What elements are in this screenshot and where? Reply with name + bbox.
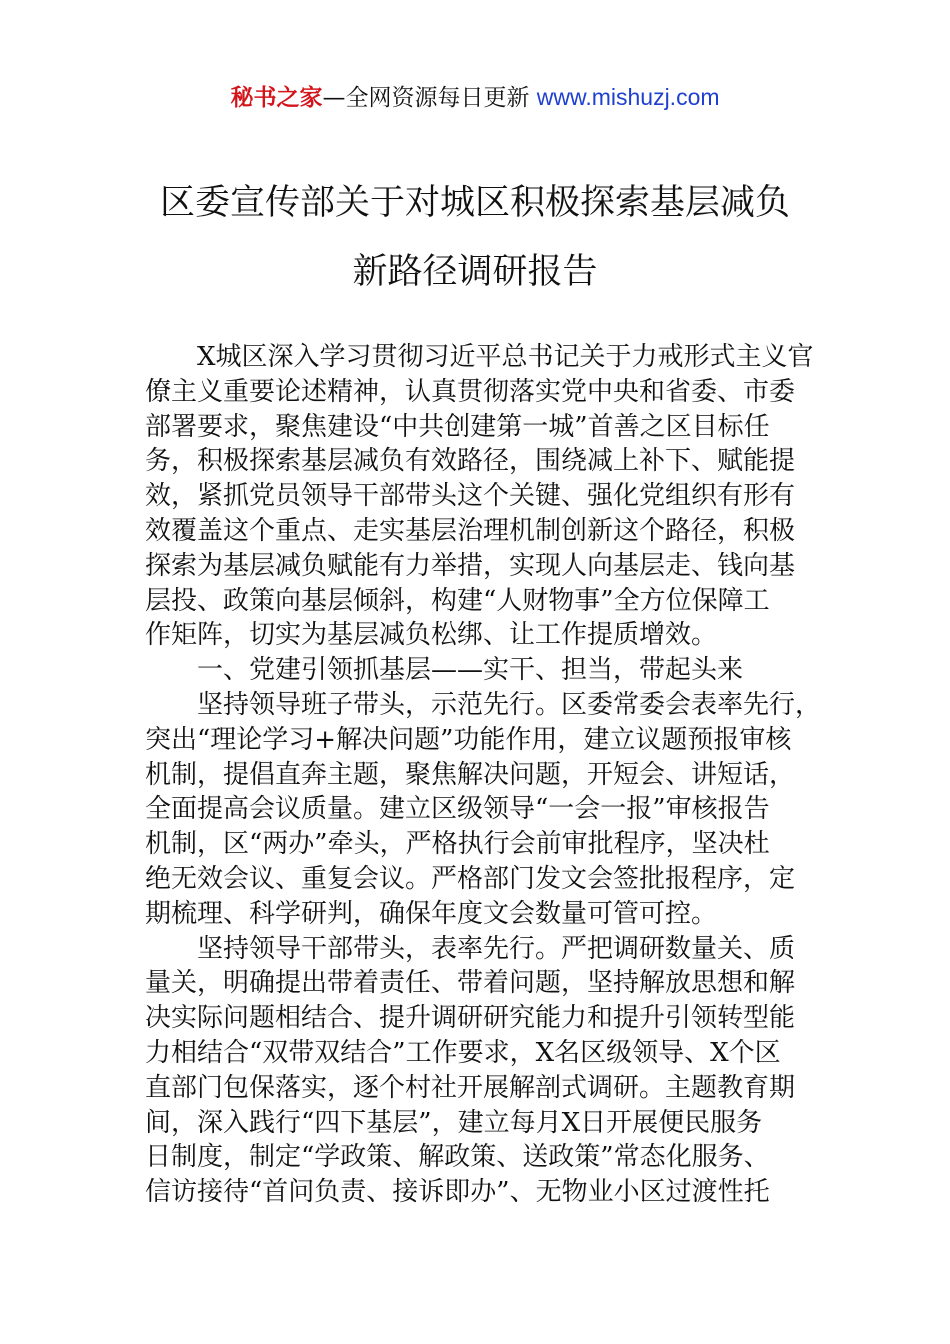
body-line: 效覆盖这个重点、走实基层治理机制创新这个路径，积极 (145, 515, 796, 546)
site-link[interactable]: www.mishuzj.com (536, 84, 720, 110)
body-line: 信访接待“首问负责、接诉即办”、无物业小区过渡性托 (145, 1177, 770, 1208)
body-line: 部署要求，聚焦建设“中共创建第一城”首善之区目标任 (145, 411, 770, 442)
body-line: 层投、政策向基层倾斜，构建“人财物事”全方位保障工 (145, 585, 770, 616)
body-line: 作矩阵，切实为基层减负松绑、让工作提质增效。 (145, 620, 718, 651)
body-line: X城区深入学习贯彻习近平总书记关于力戒形式主义官 (197, 342, 814, 372)
body-line: 决实际问题相结合、提升调研研究能力和提升引领转型能 (145, 1003, 796, 1034)
brand-name: 秘书之家 (230, 85, 323, 111)
document-body (145, 340, 845, 1210)
body-line: 务，积极探索基层减负有效路径，围绕减上补下、赋能提 (145, 446, 796, 477)
body-line: 日制度，制定“学政策、解政策、送政策”常态化服务、 (145, 1142, 770, 1173)
body-line: 坚持领导班子带头，示范先行。区委常委会表率先行， (197, 689, 822, 720)
section-heading: 一、党建引领抓基层——实干、担当，带起头来 (197, 655, 744, 686)
body-line: 探索为基层减负赋能有力举措，实现人向基层走、钱向基 (145, 550, 796, 581)
site-header (0, 80, 950, 115)
body-line: 期梳理、科学研判，确保年度文会数量可管可控。 (145, 898, 718, 929)
body-line: 机制，提倡直奔主题，聚焦解决问题，开短会、讲短话， (145, 759, 796, 790)
body-line: 突出“理论学习+解决问题”功能作用，建立议题预报审核 (145, 724, 792, 755)
body-line: 直部门包保落实，逐个村社开展解剖式调研。主题教育期 (145, 1072, 796, 1103)
body-line: 僚主义重要论述精神，认真贯彻落实党中央和省委、市委 (145, 376, 796, 407)
body-line: 效，紧抓党员领导干部带头这个关键、强化党组织有形有 (145, 481, 796, 512)
body-line: 力相结合“双带双结合”工作要求，X名区级领导、X个区 (145, 1037, 781, 1068)
body-line: 量关，明确提出带着责任、带着问题，坚持解放思想和解 (145, 968, 796, 999)
body-line: 坚持领导干部带头，表率先行。严把调研数量关、质 (197, 933, 796, 964)
body-line: 间，深入践行“四下基层”，建立每月X日开展便民服务 (145, 1107, 763, 1138)
document-title-line-1: 区委宣传部关于对城区积极探索基层减负 (159, 183, 790, 223)
document-title-line-2: 新路径调研报告 (352, 252, 598, 292)
body-line: 机制，区“两办”牵头，严格执行会前审批程序，坚决杜 (145, 829, 770, 860)
body-line: 绝无效会议、重复会议。严格部门发文会签批报程序，定 (145, 863, 796, 894)
body-line: 全面提高会议质量。建立区级领导“一会一报”审核报告 (145, 794, 770, 825)
header-tagline: —全网资源每日更新 (322, 85, 537, 111)
